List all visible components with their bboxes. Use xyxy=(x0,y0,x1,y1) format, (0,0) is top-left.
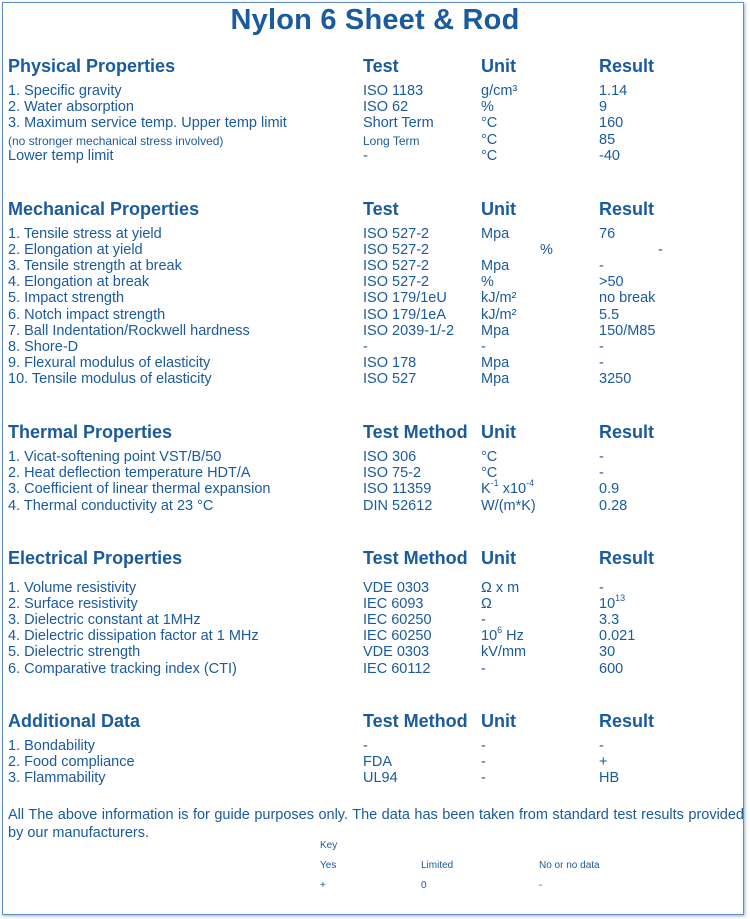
unit-cell: Ω x m xyxy=(481,580,520,596)
property-cell: 2. Heat deflection temperature HDT/A xyxy=(8,465,251,481)
key-label: Key xyxy=(320,840,338,851)
unit-exponent: 6 xyxy=(497,625,503,635)
property-cell: 1. Specific gravity xyxy=(8,83,122,99)
result-cell: 600 xyxy=(599,661,624,677)
unit-exponent: -4 xyxy=(526,478,535,488)
unit-cell: % xyxy=(481,99,494,115)
col-result-header: Result xyxy=(599,548,655,568)
key-none-label: No or no data xyxy=(539,860,600,871)
test-cell: Long Term xyxy=(363,134,420,148)
unit-cell: - xyxy=(481,738,486,754)
test-cell: ISO 2039-1/-2 xyxy=(363,323,455,339)
property-cell: 3. Tensile strength at break xyxy=(8,258,182,274)
test-cell: ISO 527-2 xyxy=(363,242,430,258)
unit-cell: g/cm³ xyxy=(481,83,518,99)
test-cell: ISO 527-2 xyxy=(363,274,430,290)
col-result-header: Result xyxy=(599,422,655,442)
result-cell: - xyxy=(599,258,604,274)
unit-cell: W/(m*K) xyxy=(481,498,536,514)
col-unit-header: Unit xyxy=(481,711,516,731)
test-cell: ISO 527-2 xyxy=(363,258,430,274)
result-cell: no break xyxy=(599,290,656,306)
unit-cell: °C xyxy=(481,132,498,148)
property-cell: 4. Thermal conductivity at 23 °C xyxy=(8,498,214,514)
disclaimer-text: All The above information is for guide purposes only. The data has been taken from standard test results provided by our manufacturers. xyxy=(8,807,744,841)
property-cell: 8. Shore-D xyxy=(8,339,79,355)
property-cell: (no stronger mechanical stress involved) xyxy=(8,134,224,148)
test-cell: - xyxy=(363,339,368,355)
test-cell: ISO 306 xyxy=(363,449,417,465)
result-cell: - xyxy=(599,339,604,355)
test-cell: IEC 6093 xyxy=(363,596,424,612)
test-cell: Short Term xyxy=(363,115,434,131)
col-result-header: Result xyxy=(599,711,655,731)
unit-cell: Mpa xyxy=(481,323,510,339)
property-cell: 10. Tensile modulus of elasticity xyxy=(8,371,212,387)
unit-cell: Ω xyxy=(481,596,492,612)
result-cell: - xyxy=(599,738,604,754)
property-cell: 2. Elongation at yield xyxy=(8,242,143,258)
result-cell: 150/M85 xyxy=(599,323,656,339)
property-cell: 6. Comparative tracking index (CTI) xyxy=(8,661,237,677)
unit-cell: kJ/m² xyxy=(481,290,517,306)
key-none-symbol: - xyxy=(539,880,543,891)
test-cell: FDA xyxy=(363,754,392,770)
col-result-header: Result xyxy=(599,56,655,76)
result-cell: - xyxy=(599,449,604,465)
result-cell: - xyxy=(599,355,604,371)
unit-cell: °C xyxy=(481,115,498,131)
property-cell: 3. Dielectric constant at 1MHz xyxy=(8,612,201,628)
property-cell: 7. Ball Indentation/Rockwell hardness xyxy=(8,323,250,339)
col-unit-header: Unit xyxy=(481,422,516,442)
result-cell: - xyxy=(599,465,604,481)
unit-cell: °C xyxy=(481,148,498,164)
unit-cell: °C xyxy=(481,449,498,465)
unit-cell: $10^6$ Hz xyxy=(481,625,524,644)
key-limited-label: Limited xyxy=(421,860,454,871)
result-cell: 0.9 xyxy=(599,481,620,497)
key-limited-symbol: 0 xyxy=(421,880,427,891)
result-cell: 0.28 xyxy=(599,498,628,514)
unit-cell: $K^{-1}$ $x10^{-4}$ xyxy=(481,478,535,497)
property-cell: 2. Surface resistivity xyxy=(8,596,138,612)
unit-cell: - xyxy=(481,612,486,628)
col-test-header: Test Method xyxy=(363,422,468,442)
unit-cell: Mpa xyxy=(481,371,510,387)
result-cell: 3.3 xyxy=(599,612,620,628)
unit-cell: - xyxy=(481,339,486,355)
test-cell: ISO 11359 xyxy=(363,481,432,497)
unit-cell: °C xyxy=(481,465,498,481)
property-cell: 2. Food compliance xyxy=(8,754,135,770)
result-cell: 0.021 xyxy=(599,628,636,644)
test-cell: VDE 0303 xyxy=(363,644,430,660)
test-cell: ISO 178 xyxy=(363,355,417,371)
test-cell: ISO 1183 xyxy=(363,83,424,99)
result-cell: 3250 xyxy=(599,371,632,387)
result-cell: 1.14 xyxy=(599,83,628,99)
result-exponent: 13 xyxy=(615,593,626,603)
col-test-header: Test Method xyxy=(363,711,468,731)
col-test-header: Test xyxy=(363,56,399,76)
unit-cell: - xyxy=(481,754,486,770)
key-yes-symbol: + xyxy=(320,880,326,891)
property-cell: 1. Tensile stress at yield xyxy=(8,226,162,242)
property-cell: 4. Elongation at break xyxy=(8,274,150,290)
test-cell: - xyxy=(363,738,368,754)
result-cell: - xyxy=(599,580,604,596)
result-cell: >50 xyxy=(599,274,624,290)
property-cell: 2. Water absorption xyxy=(8,99,134,115)
unit-cell: % xyxy=(540,242,553,258)
unit-cell: - xyxy=(481,661,486,677)
thermal-heading: Thermal Properties xyxy=(8,422,173,442)
test-cell: IEC 60112 xyxy=(363,661,431,677)
col-unit-header: Unit xyxy=(481,56,516,76)
col-test-header: Test xyxy=(363,199,399,219)
unit-cell: Mpa xyxy=(481,226,510,242)
result-cell: $10^{13}$ xyxy=(599,593,626,612)
unit-exponent: -1 xyxy=(490,478,499,488)
property-cell: 4. Dielectric dissipation factor at 1 MHz xyxy=(8,628,259,644)
property-cell: 5. Dielectric strength xyxy=(8,644,141,660)
test-cell: ISO 527 xyxy=(363,371,417,387)
test-cell: ISO 62 xyxy=(363,99,409,115)
property-cell: Lower temp limit xyxy=(8,148,114,164)
result-cell: HB xyxy=(599,770,620,786)
property-cell: 3. Maximum service temp. Upper temp limit xyxy=(8,115,287,131)
unit-cell: kJ/m² xyxy=(481,307,517,323)
test-cell: ISO 75-2 xyxy=(363,465,422,481)
test-cell: IEC 60250 xyxy=(363,628,432,644)
property-cell: 1. Bondability xyxy=(8,738,96,754)
result-cell: 85 xyxy=(599,132,616,148)
property-cell: 1. Vicat-softening point VST/B/50 xyxy=(8,449,222,465)
test-cell: - xyxy=(363,148,368,164)
col-test-header: Test Method xyxy=(363,548,468,568)
col-unit-header: Unit xyxy=(481,548,516,568)
property-cell: 6. Notch impact strength xyxy=(8,307,166,323)
additional-heading: Additional Data xyxy=(8,711,141,731)
result-cell: - xyxy=(658,242,663,258)
property-cell: 5. Impact strength xyxy=(8,290,125,306)
test-cell: VDE 0303 xyxy=(363,580,430,596)
mechanical-heading: Mechanical Properties xyxy=(8,199,200,219)
result-cell: 5.5 xyxy=(599,307,620,323)
property-cell: 9. Flexural modulus of elasticity xyxy=(8,355,211,371)
physical-heading: Physical Properties xyxy=(8,56,176,76)
col-result-header: Result xyxy=(599,199,655,219)
electrical-heading: Electrical Properties xyxy=(8,548,183,568)
key-yes-label: Yes xyxy=(320,860,337,871)
page-title: Nylon 6 Sheet & Rod xyxy=(230,4,520,36)
unit-cell: kV/mm xyxy=(481,644,527,660)
result-cell: 76 xyxy=(599,226,616,242)
test-cell: ISO 527-2 xyxy=(363,226,430,242)
unit-cell: Mpa xyxy=(481,355,510,371)
result-cell: 30 xyxy=(599,644,616,660)
test-cell: IEC 60250 xyxy=(363,612,432,628)
col-unit-header: Unit xyxy=(481,199,516,219)
property-cell: 3. Flammability xyxy=(8,770,106,786)
test-cell: UL94 xyxy=(363,770,398,786)
test-cell: DIN 52612 xyxy=(363,498,433,514)
test-cell: ISO 179/1eU xyxy=(363,290,447,306)
test-cell: ISO 179/1eA xyxy=(363,307,447,323)
result-cell: + xyxy=(599,754,608,770)
result-cell: 9 xyxy=(599,99,608,115)
property-cell: 3. Coefficient of linear thermal expansion xyxy=(8,481,271,497)
result-cell: -40 xyxy=(599,148,620,164)
result-cell: 160 xyxy=(599,115,624,131)
unit-cell: - xyxy=(481,770,486,786)
property-cell: 1. Volume resistivity xyxy=(8,580,137,596)
unit-cell: % xyxy=(481,274,494,290)
unit-cell: Mpa xyxy=(481,258,510,274)
